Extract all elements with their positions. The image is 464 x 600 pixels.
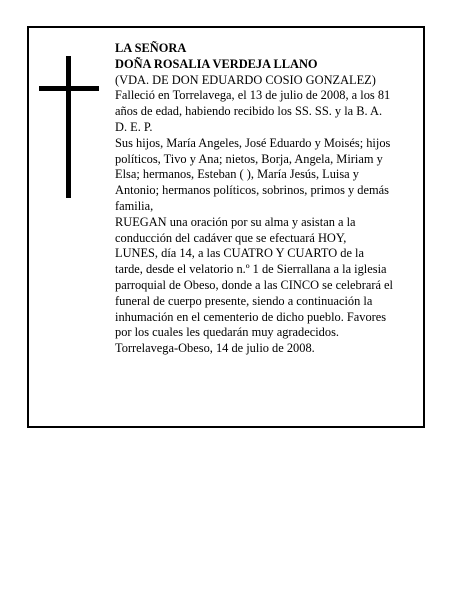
place-date-line: Torrelavega-Obeso, 14 de julio de 2008. [115,341,315,356]
funeral-details-line: LUNES, día 14, a las CUATRO Y CUARTO de la [115,246,364,261]
death-details-line: Falleció en Torrelavega, el 13 de julio de 2008, a los 81 [115,88,391,103]
family-line: Antonio; hermanos políticos, sobrinos, primos y demás [115,183,389,198]
funeral-details-line: tarde, desde el velatorio n.º 1 de Sierrallana a la iglesia [115,262,387,277]
funeral-details-line: conducción del cadáver que se efectuará HOY, [115,230,347,245]
funeral-details-line: inhumación en el cementerio de dicho pueblo. Favores [115,309,387,324]
family-line: Elsa; hermanos, Esteban ( ), María Jesús, Luisa y [115,167,359,182]
obituary-notice [27,26,425,428]
family-line: políticos, Tivo y Ana; nietos, Borja, Angela, Miriam y [115,151,383,166]
funeral-details-line: por los cuales les quedarán muy agradecidos. [115,325,339,340]
family-line: familia, [115,198,154,213]
deceased-name: DOÑA ROSALIA VERDEJA LLANO [115,56,318,71]
notice-text [115,41,423,357]
cross-horizontal-bar [39,86,99,91]
notice-heading-title: LA SEÑORA [115,41,187,55]
rip-line: D. E. P. [115,119,153,134]
funeral-details-line: funeral de cuerpo presente, siendo a continuación la [115,293,373,308]
widow-of-line: (VDA. DE DON EDUARDO COSIO GONZALEZ) [115,72,376,87]
cross-vertical-bar [66,56,71,198]
latin-cross-icon [39,56,99,198]
funeral-details-line: parroquial de Obeso, donde a las CINCO se celebrará el [115,277,393,292]
death-details-line: años de edad, habiendo recibido los SS. SS. y la B. A. [115,104,383,119]
family-line: Sus hijos, María Angeles, José Eduardo y Moisés; hijos [115,135,391,150]
funeral-details-line: RUEGAN una oración por su alma y asistan a la [115,214,356,229]
